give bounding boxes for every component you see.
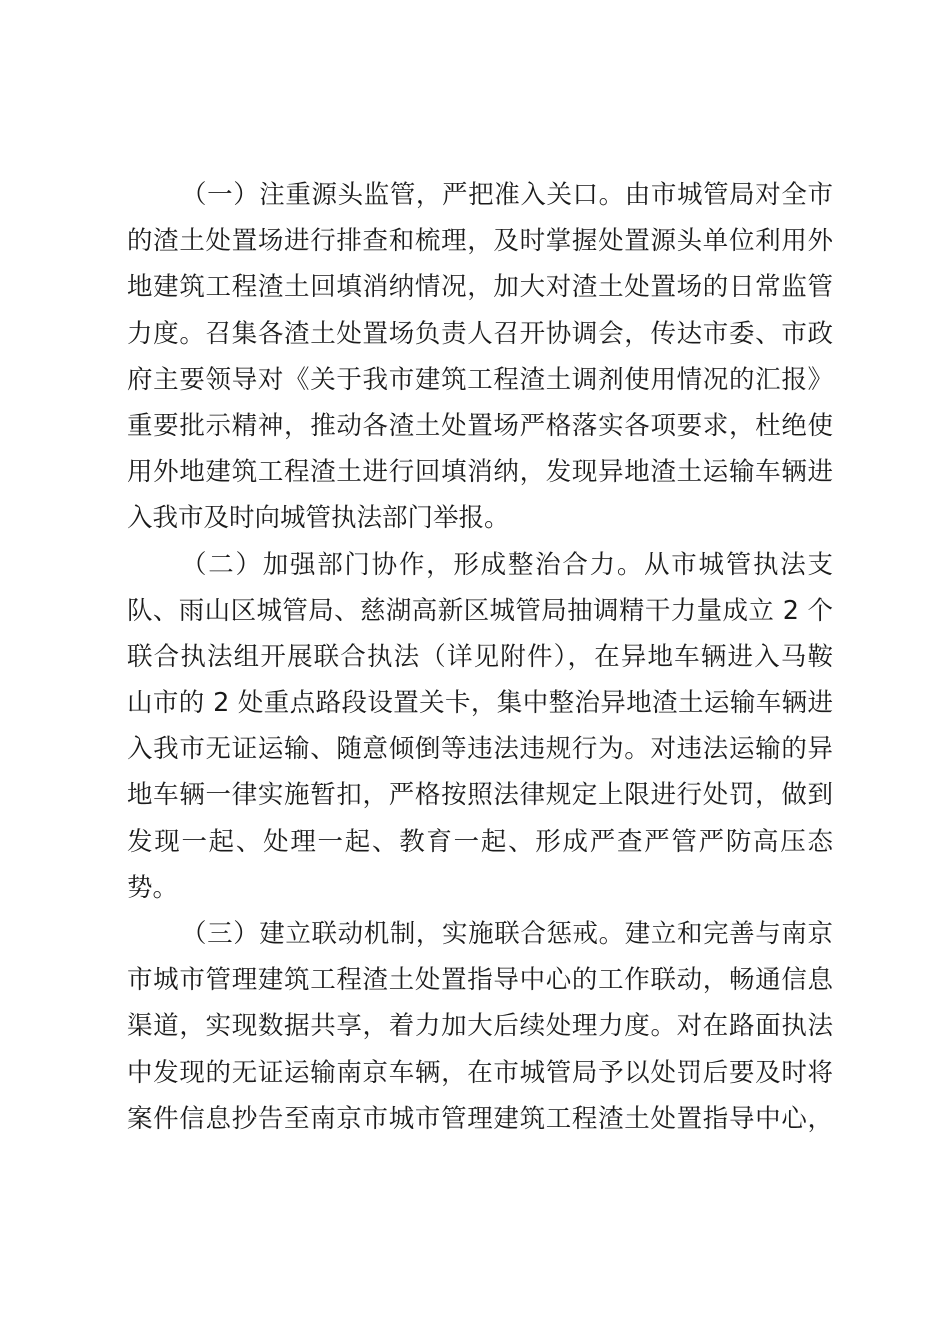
text-line: 市城市管理建筑工程渣土处置指导中心的工作联动，畅通信息 (127, 965, 833, 996)
paragraph-3 (127, 911, 833, 1142)
text-line: 地车辆一律实施暂扣，严格按照法律规定上限进行处罚，做到 (127, 780, 833, 811)
text-line: 发现一起、处理一起、教育一起、形成严查严管严防高压态 (127, 826, 833, 857)
text-line: 队、雨山区城管局、慈湖高新区城管局抽调精干力量成立 2 个 (127, 595, 833, 626)
text-line: 入我市无证运输、随意倾倒等违法违规行为。对违法运输的异 (127, 734, 833, 765)
text-line: 中发现的无证运输南京车辆，在市城管局予以处罚后要及时将 (127, 1057, 833, 1088)
text-line: 地建筑工程渣土回填消纳情况，加大对渣土处置场的日常监管 (127, 272, 833, 303)
text-line: 渠道，实现数据共享，着力加大后续处理力度。对在路面执法 (127, 1011, 833, 1042)
paragraph-1 (127, 172, 833, 542)
text-line: 山市的 2 处重点路段设置关卡，集中整治异地渣土运输车辆进 (127, 688, 833, 719)
paragraph-2 (127, 542, 833, 912)
text-line: 联合执法组开展联合执法（详见附件），在异地车辆进入马鞍 (127, 641, 833, 672)
document-body (127, 172, 833, 1142)
text-line: 的渣土处置场进行排查和梳理，及时掌握处置源头单位利用外 (127, 226, 833, 257)
text-line: 用外地建筑工程渣土进行回填消纳，发现异地渣土运输车辆进 (127, 457, 833, 488)
text-line: 案件信息抄告至南京市城市管理建筑工程渣土处置指导中心， (127, 1103, 833, 1134)
text-line: 重要批示精神，推动各渣土处置场严格落实各项要求，杜绝使 (127, 410, 833, 441)
text-line: （三）建立联动机制，实施联合惩戒。建立和完善与南京 (181, 919, 833, 949)
text-line: （二）加强部门协作，形成整治合力。从市城管执法支 (181, 549, 833, 580)
text-line: 府主要领导对《关于我市建筑工程渣土调剂使用情况的汇报》 (127, 364, 833, 395)
text-line: 力度。召集各渣土处置场负责人召开协调会，传达市委、市政 (127, 318, 833, 349)
text-line: 入我市及时向城管执法部门举报。 (127, 503, 510, 534)
text-line: （一）注重源头监管，严把准入关口。由市城管局对全市 (181, 180, 833, 210)
text-line: 势。 (127, 872, 179, 903)
